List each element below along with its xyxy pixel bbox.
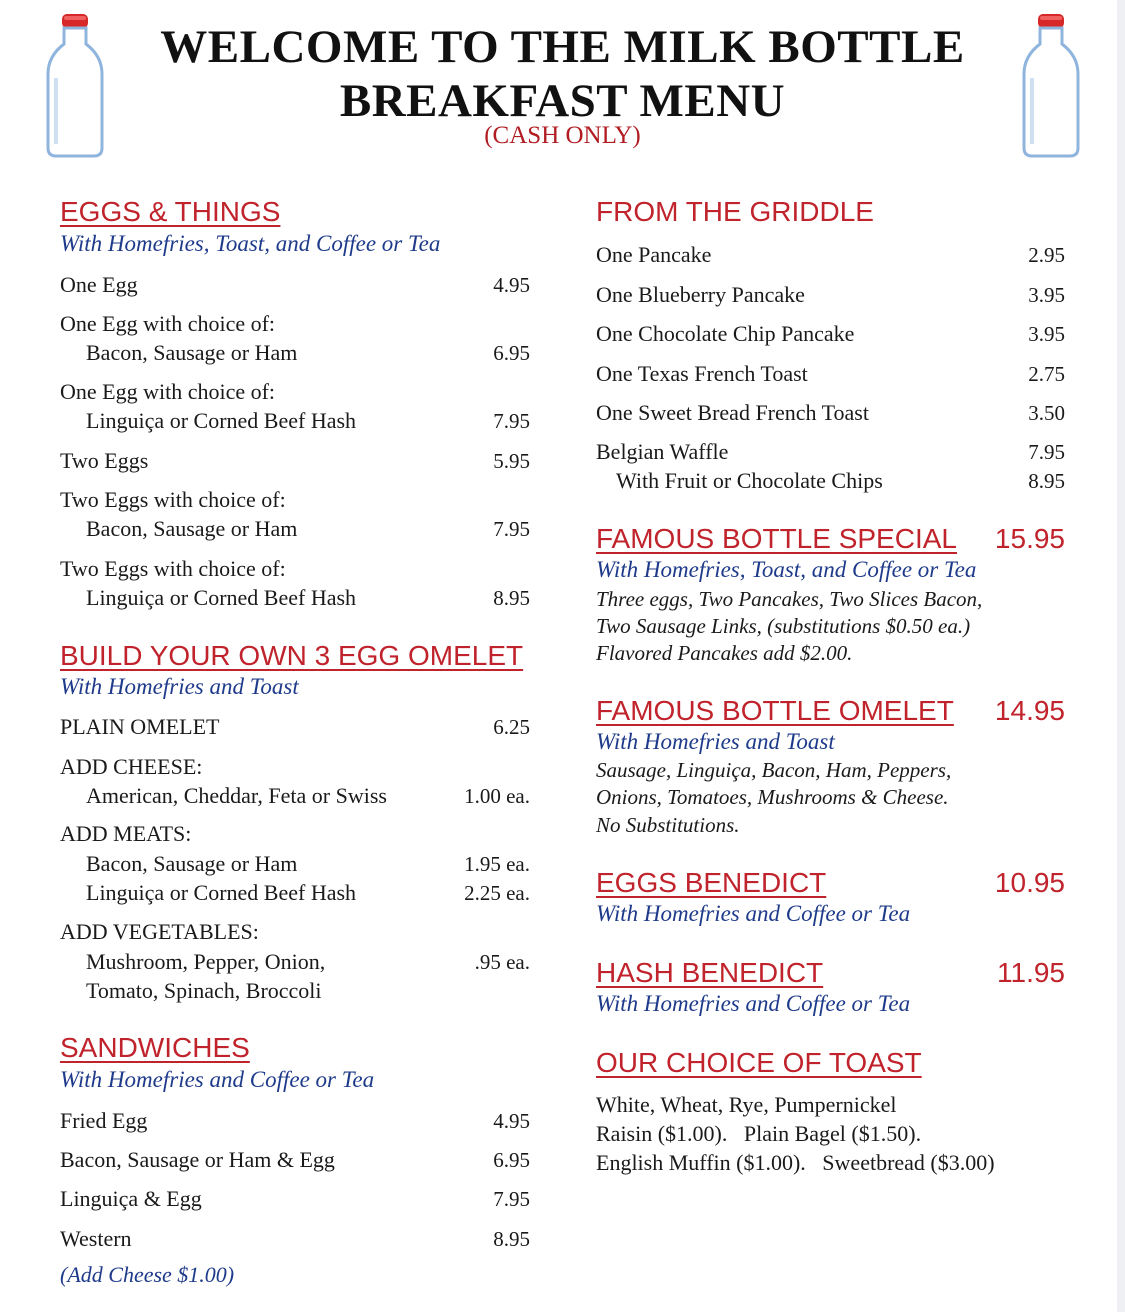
menu-item-option: Linguiça or Corned Beef Hash [86,408,357,433]
menu-title-line2: BREAKFAST MENU [339,75,786,127]
vegetable-options: Tomato, Spinach, Broccoli [86,978,322,1003]
menu-item-option: Linguiça or Corned Beef Hash [86,585,357,610]
eggs-benedict-heading: EGGS BENEDICT [596,867,827,898]
menu-price: 2.75 [1028,362,1065,386]
menu-price: 2.25 ea. [464,881,530,905]
cheese-options: American, Cheddar, Feta or Swiss [86,783,387,808]
special-description: Two Sausage Links, (substitutions $0.50 ea.) [596,614,971,638]
bottle-omelet-description: No Substitutions. [596,813,740,837]
menu-price: 3.50 [1028,401,1065,425]
menu-price: 6.95 [493,1148,530,1172]
bottle-omelet-subtitle: With Homefries and Toast [596,729,835,754]
special-heading: FAMOUS BOTTLE SPECIAL [596,523,957,554]
menu-item: Bacon, Sausage or Ham & Egg [60,1147,335,1172]
add-cheese-label: ADD CHEESE: [60,754,203,779]
toast-options: Raisin ($1.00). Plain Bagel ($1.50). [596,1121,922,1146]
menu-price: .95 ea. [474,950,530,974]
menu-price: 3.95 [1028,283,1065,307]
menu-price: 8.95 [493,1227,530,1251]
special-description: Flavored Pancakes add $2.00. [596,641,853,665]
menu-price: 1.00 ea. [464,784,530,808]
sandwiches-heading: SANDWICHES [60,1032,250,1063]
menu-price: 5.95 [493,449,530,473]
bottle-omelet-price: 14.95 [994,695,1065,726]
menu-price: 8.95 [1028,469,1065,493]
menu-item: One Egg with choice of: [60,311,276,336]
menu-item: Linguiça & Egg [60,1186,202,1211]
menu-item: Two Eggs with choice of: [60,487,286,512]
eggs-heading: EGGS & THINGS [60,196,281,227]
vegetable-options: Mushroom, Pepper, Onion, [86,949,326,974]
omelet-subtitle: With Homefries and Toast [60,674,299,699]
menu-price: 4.95 [493,273,530,297]
omelet-heading: BUILD YOUR OWN 3 EGG OMELET [60,640,524,671]
plain-omelet-label: PLAIN OMELET [60,714,220,739]
menu-item: Two Eggs with choice of: [60,556,286,581]
add-meats-label: ADD MEATS: [60,821,192,846]
menu-price: 7.95 [493,517,530,541]
bottle-omelet-heading: FAMOUS BOTTLE OMELET [596,695,954,726]
hash-benedict-price: 11.95 [997,957,1065,988]
menu-item: One Egg [60,272,138,297]
sandwiches-subtitle: With Homefries and Coffee or Tea [60,1067,375,1092]
add-cheese-note: (Add Cheese $1.00) [60,1262,235,1287]
menu-price: 7.95 [493,1187,530,1211]
menu-item: Two Eggs [60,448,149,473]
eggs-benedict-subtitle: With Homefries and Coffee or Tea [596,901,911,926]
menu-item-option: Bacon, Sausage or Ham [86,340,298,365]
menu-price: 1.95 ea. [464,852,530,876]
toast-options: English Muffin ($1.00). Sweetbread ($3.00) [596,1150,995,1175]
special-description: Three eggs, Two Pancakes, Two Slices Bacon, [596,587,983,611]
menu-item: Fried Egg [60,1108,148,1133]
menu-price: 6.25 [493,715,530,739]
bottle-omelet-description: Onions, Tomatoes, Mushrooms & Cheese. [596,785,949,809]
menu-item: One Egg with choice of: [60,379,276,404]
menu-item: One Chocolate Chip Pancake [596,321,855,346]
eggs-benedict-price: 10.95 [994,867,1065,898]
menu-price: 2.95 [1028,243,1065,267]
griddle-heading: FROM THE GRIDDLE [596,196,874,227]
hash-benedict-subtitle: With Homefries and Coffee or Tea [596,991,911,1016]
menu-item: One Sweet Bread French Toast [596,400,869,425]
menu-item: One Texas French Toast [596,361,808,386]
menu-item-option: With Fruit or Chocolate Chips [616,468,883,493]
toast-heading: OUR CHOICE OF TOAST [596,1047,922,1078]
menu-price: 7.95 [1028,440,1065,464]
menu-item: One Blueberry Pancake [596,282,805,307]
toast-options: White, Wheat, Rye, Pumpernickel [596,1092,897,1117]
page-edge [1117,0,1125,1312]
hash-benedict-heading: HASH BENEDICT [596,957,824,988]
menu-price: 6.95 [493,341,530,365]
eggs-subtitle: With Homefries, Toast, and Coffee or Tea [60,231,441,256]
special-subtitle: With Homefries, Toast, and Coffee or Tea [596,557,977,582]
menu-item: One Pancake [596,242,712,267]
menu-item-option: Bacon, Sausage or Ham [86,516,298,541]
cash-only-note: (CASH ONLY) [484,122,641,149]
bottle-omelet-description: Sausage, Linguiça, Bacon, Ham, Peppers, [596,758,952,782]
menu-price: 7.95 [493,409,530,433]
menu-item: Western [60,1226,132,1251]
menu-price: 3.95 [1028,322,1065,346]
meat-options: Bacon, Sausage or Ham [86,851,298,876]
menu-item: Belgian Waffle [596,439,729,464]
add-vegetables-label: ADD VEGETABLES: [60,919,259,944]
special-price: 15.95 [994,523,1065,554]
menu-price: 8.95 [493,586,530,610]
meat-options: Linguiça or Corned Beef Hash [86,880,357,905]
menu-title-line1: WELCOME TO THE MILK BOTTLE [160,21,965,73]
menu-price: 4.95 [493,1109,530,1133]
